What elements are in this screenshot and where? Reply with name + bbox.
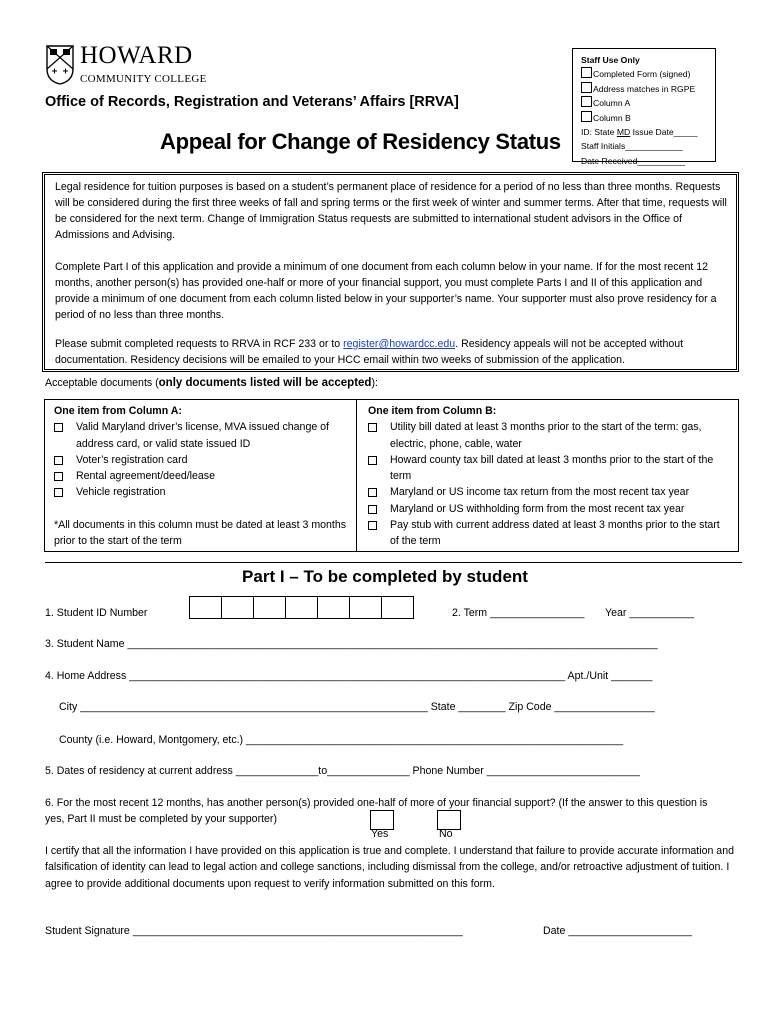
question-6: 6. For the most recent 12 months, has another person(s) provided one-half of more of your financial support? (If the answer to this question is yes, Part II must be completed by your supporter) bbox=[45, 797, 708, 825]
checkbox-icon bbox=[368, 521, 377, 530]
id-digit-box bbox=[317, 596, 350, 619]
staff-check-label: Completed Form (signed) bbox=[593, 69, 691, 80]
list-item: Howard county tax bill dated at least 3 months prior to the start of the term bbox=[368, 452, 730, 485]
checkbox-icon bbox=[368, 456, 377, 465]
column-a bbox=[54, 403, 349, 549]
checkbox-icon bbox=[54, 488, 63, 497]
column-a-heading: One item from Column A: bbox=[54, 405, 182, 417]
yes-label: Yes bbox=[371, 828, 389, 840]
list-item: Valid Maryland driver’s license, MVA issued change of address card, or valid state issued ID bbox=[54, 419, 349, 452]
logo-subtitle: COMMUNITY COLLEGE bbox=[80, 73, 207, 85]
staff-checkbox[interactable] bbox=[581, 96, 592, 107]
instructions-paragraph: Complete Part I of this application and provide a minimum of one document from each column below in your name. If for the most recent 12 months, another person(s) has provided one-half or more of your financial support, you must complete Parts I and II of this application and provide a minimum of one document from each column listed below in your supporter’s name. Your supporter must also prove residency for a period of no less than three months. bbox=[55, 261, 717, 322]
id-digit-box bbox=[221, 596, 254, 619]
list-item: Rental agreement/deed/lease bbox=[54, 468, 349, 484]
column-b bbox=[368, 403, 730, 550]
checkbox-icon bbox=[368, 423, 377, 432]
checkbox-icon bbox=[54, 423, 63, 432]
college-shield-logo bbox=[46, 45, 74, 85]
staff-checkbox[interactable] bbox=[581, 111, 592, 122]
no-label: No bbox=[439, 828, 453, 840]
logo-wordmark: HOWARD bbox=[80, 42, 193, 69]
staff-use-box bbox=[572, 48, 716, 166]
id-digit-box bbox=[349, 596, 382, 619]
term-field[interactable]: 2. Term ________________ bbox=[452, 607, 585, 619]
student-id-label: 1. Student ID Number bbox=[45, 607, 148, 619]
part1-title: Part I – To be completed by student bbox=[242, 567, 528, 586]
acceptable-documents-label: Acceptable documents (only documents listed will be accepted): bbox=[45, 377, 378, 389]
certification-statement: I certify that all the information I have provided on this application is true and complete. I understand that failure to provide accurate information and falsification of identity can lead to legal action and college sanctions, including dismissal from the college, and/or retroactive adjustment of tuition. I agree to provide additional documents upon request to verify information submitted on this form. bbox=[45, 845, 734, 890]
staff-initials: Staff Initials____________ bbox=[581, 141, 683, 152]
list-item: Maryland or US withholding form from the most recent tax year bbox=[368, 501, 730, 517]
checkbox-icon bbox=[368, 488, 377, 497]
id-digit-box bbox=[253, 596, 286, 619]
id-digit-box bbox=[189, 596, 222, 619]
no-checkbox[interactable] bbox=[437, 810, 461, 830]
office-name: Office of Records, Registration and Veterans’ Affairs [RRVA] bbox=[45, 94, 459, 110]
staff-check-label: Address matches in RGPE bbox=[593, 83, 696, 94]
column-b-heading: One item from Column B: bbox=[368, 405, 497, 417]
year-field[interactable]: Year ___________ bbox=[605, 607, 695, 619]
staff-checkbox[interactable] bbox=[581, 67, 592, 78]
checkbox-icon bbox=[368, 505, 377, 514]
form-title: Appeal for Change of Residency Status bbox=[160, 129, 561, 154]
list-item: Vehicle registration bbox=[54, 484, 349, 500]
list-item: Utility bill dated at least 3 months prior to the start of the term: gas, electric, phone, cable, water bbox=[368, 419, 730, 452]
staff-heading: Staff Use Only bbox=[581, 55, 640, 65]
email-link[interactable]: register@howardcc.edu bbox=[343, 338, 456, 350]
student-name-field[interactable]: 3. Student Name __________________________________________________________________________________________ bbox=[45, 638, 658, 650]
staff-date-received: Date Received__________ bbox=[581, 155, 686, 166]
date-field[interactable]: Date _____________________ bbox=[543, 925, 693, 937]
divider bbox=[45, 562, 742, 563]
submission-paragraph: Please submit completed requests to RRVA in RCF 233 or to register@howardcc.edu. Residency appeals will not be accepted without documentation. Residency decisions will be emailed to your HCC email within two weeks of submission of the application. bbox=[55, 338, 684, 367]
staff-checkbox[interactable] bbox=[581, 82, 592, 93]
id-digit-box bbox=[285, 596, 318, 619]
home-address-field[interactable]: 4. Home Address __________________________________________________________________________ Apt./Unit _______ bbox=[45, 670, 653, 682]
list-item: Pay stub with current address dated at least 3 months prior to the start of the term bbox=[368, 517, 730, 550]
list-item: Voter’s registration card bbox=[54, 452, 349, 468]
id-digit-box bbox=[381, 596, 414, 619]
student-id-boxes[interactable] bbox=[190, 596, 414, 619]
student-signature-field[interactable]: Student Signature ________________________________________________________ bbox=[45, 925, 463, 937]
county-field[interactable]: County (i.e. Howard, Montgomery, etc.) ________________________________________________________________ bbox=[59, 734, 624, 746]
city-state-zip-field[interactable]: City ___________________________________________________________ State ________ Zip Code _________________ bbox=[59, 701, 655, 713]
staff-id-line: ID: State MD Issue Date_____ bbox=[581, 127, 698, 138]
staff-check-label: Column B bbox=[593, 112, 631, 123]
instructions-paragraph: Legal residence for tuition purposes is based on a student’s permanent place of residence for a period of no less than three months. Requests will be considered during the first three weeks of fall and spring terms or the first week of winter and summer terms. After that time, requests will be considered for the next term. Change of Immigration Status requests are submitted to international student advisors in the Office of Admissions and Advising. bbox=[55, 181, 727, 242]
checkbox-icon bbox=[54, 472, 63, 481]
list-item: Maryland or US income tax return from the most recent tax year bbox=[368, 484, 730, 500]
residency-dates-field[interactable]: 5. Dates of residency at current address ______________to______________ Phone Number __________________________ bbox=[45, 765, 640, 777]
checkbox-icon bbox=[54, 456, 63, 465]
yes-checkbox[interactable] bbox=[370, 810, 394, 830]
column-a-note: *All documents in this column must be dated at least 3 months prior to the start of the term bbox=[54, 518, 347, 548]
staff-check-label: Column A bbox=[593, 98, 631, 109]
